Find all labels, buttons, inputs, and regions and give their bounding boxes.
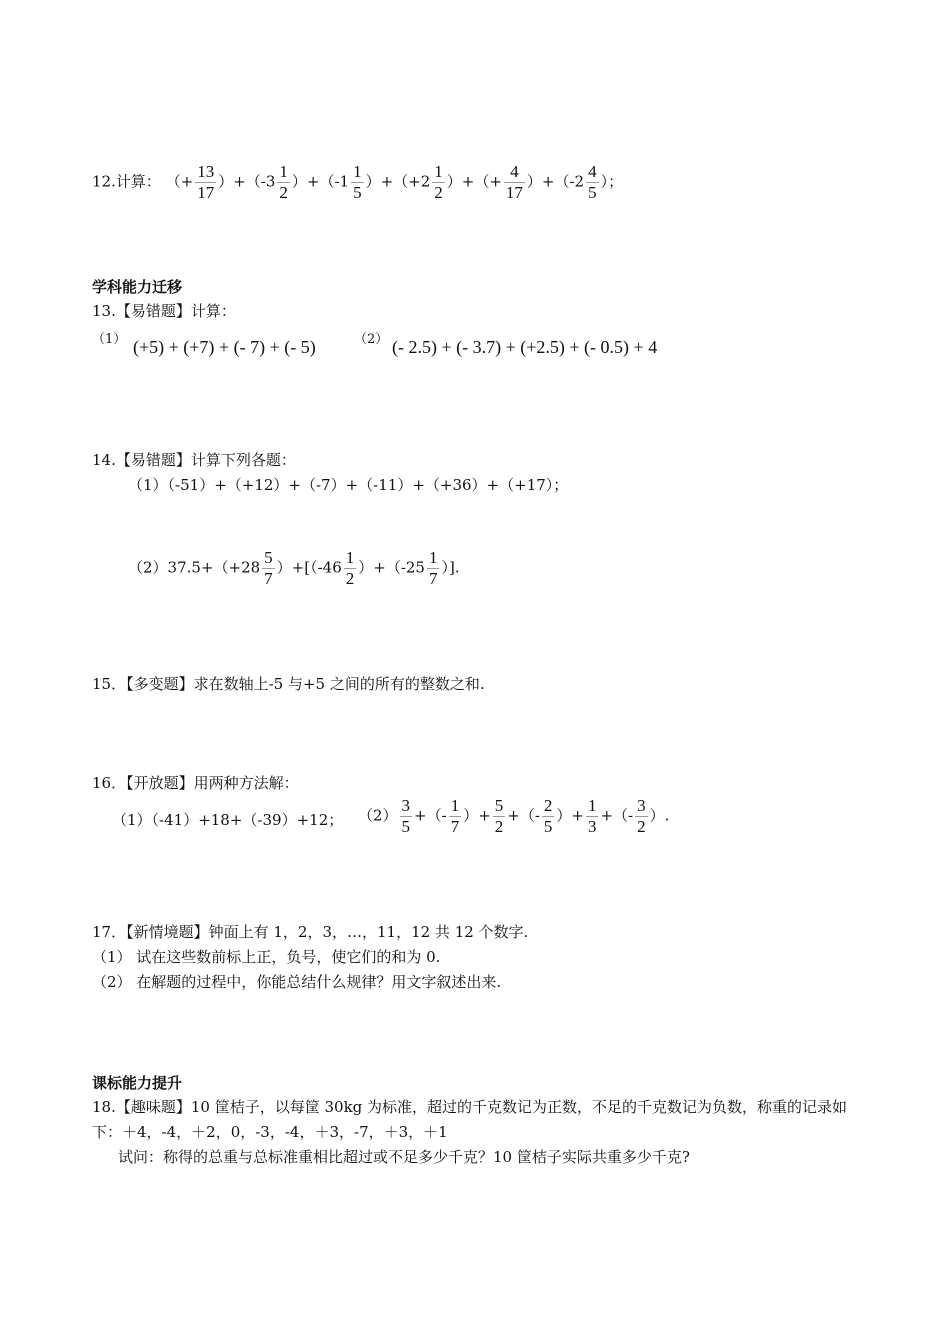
text-segment: ）+（-1 — [291, 172, 350, 191]
question-12-label: 12.计算： — [92, 172, 161, 191]
fraction — [432, 162, 445, 203]
question-14-part-1: （1）（-51）+（+12）+（-7）+（-11）+（+36）+（+17）； — [128, 476, 569, 494]
denominator: 7 — [264, 569, 273, 588]
text-segment: +（- — [507, 806, 540, 825]
fraction — [262, 548, 275, 589]
part-label: （2） — [358, 806, 398, 825]
section-heading: 学科能力迁移 — [92, 278, 183, 296]
numerator: 1 — [353, 162, 362, 181]
part-label: （2） — [354, 332, 389, 347]
question-16-part-2 — [358, 796, 669, 837]
question-13-title: 13.【易错题】计算： — [92, 302, 236, 320]
denominator: 7 — [450, 817, 460, 836]
text-segment: +（- — [600, 806, 634, 825]
part-label: （1） — [92, 332, 127, 347]
expression: (- 2.5) + (- 3.7) + (+2.5) + (- 0.5) + 4 — [392, 337, 658, 357]
text-segment: ）+（+2 — [365, 172, 431, 191]
question-17-part-2: （2） 在解题的过程中，你能总结什么规律？用文字叙述出来. — [92, 973, 502, 991]
fraction — [277, 162, 290, 203]
question-16-part-1: （1）（-41）+18+（-39）+12； — [112, 811, 344, 829]
numerator: 13 — [197, 162, 215, 181]
fraction — [400, 796, 413, 837]
denominator: 2 — [637, 817, 646, 836]
denominator: 2 — [494, 817, 504, 836]
text-segment: ）]. — [441, 558, 460, 577]
text-segment: ）+（+ — [446, 172, 502, 191]
numerator: 4 — [588, 162, 597, 181]
denominator: 17 — [505, 183, 523, 202]
text-segment: （+ — [165, 172, 194, 191]
numerator: 1 — [428, 548, 438, 567]
denominator: 5 — [401, 817, 411, 836]
text-segment: ）+（-2 — [526, 172, 585, 191]
numerator: 4 — [504, 162, 525, 183]
question-17-part-1: （1） 试在这些数前标上正，负号，使它们的和为 0. — [92, 948, 441, 966]
fraction — [542, 796, 555, 837]
text-segment: ）+ — [463, 806, 491, 825]
text-segment: ）+ — [556, 806, 584, 825]
question-12 — [92, 162, 623, 203]
fraction — [586, 796, 599, 837]
numerator: 3 — [401, 796, 411, 815]
fraction — [586, 162, 599, 203]
text-segment: +（- — [414, 806, 447, 825]
fraction — [504, 162, 525, 203]
question-18-text: 18.【趣味题】10 筐桔子，以每筐 30kg 为标准，超过的千克数记为正数，不足的千克数记为负数，称重的记录如下：＋4，-4，＋2，0，-3，-4，＋3，-7，＋3，＋1 — [92, 1098, 848, 1141]
denominator: 17 — [197, 183, 215, 202]
numerator: 5 — [264, 548, 273, 567]
text-segment: ）. — [649, 806, 670, 825]
section-heading: 课标能力提升 — [92, 1074, 183, 1092]
numerator: 5 — [494, 796, 504, 815]
question-18-prompt: 试问：称得的总重与总标准重相比超过或不足多少千克？10 筐桔子实际共重多少千克? — [118, 1148, 690, 1166]
numerator: 1 — [434, 162, 443, 181]
question-16-title: 16．【开放题】用两种方法解： — [92, 774, 299, 792]
denominator: 7 — [428, 569, 438, 588]
numerator: 2 — [543, 796, 553, 815]
text-segment: ）+（-3 — [218, 172, 276, 191]
denominator: 3 — [587, 817, 597, 836]
question-17-title: 17．【新情境题】钟面上有 1，2，3，…，11，12 共 12 个数字. — [92, 923, 529, 941]
denominator: 2 — [434, 183, 443, 202]
question-15: 15．【多变题】求在数轴上-5 与+5 之间的所有的整数之和. — [92, 675, 485, 693]
denominator: 5 — [588, 183, 597, 202]
numerator: 1 — [279, 162, 288, 181]
denominator: 2 — [279, 183, 288, 202]
numerator: 1 — [345, 548, 355, 567]
denominator: 5 — [353, 183, 362, 202]
denominator: 2 — [345, 569, 355, 588]
text-segment: ）； — [600, 172, 624, 191]
fraction — [635, 796, 648, 837]
text-segment: ）+（-25 — [358, 558, 425, 577]
fraction — [449, 796, 462, 837]
fraction — [195, 162, 216, 203]
numerator: 1 — [450, 796, 460, 815]
fraction — [351, 162, 364, 203]
fraction — [493, 796, 506, 837]
question-14-part-2 — [128, 548, 460, 589]
fraction — [427, 548, 440, 589]
question-14-title: 14.【易错题】计算下列各题： — [92, 451, 296, 469]
denominator: 5 — [543, 817, 553, 836]
text-segment: （2）37.5+（+28 — [128, 558, 261, 577]
fraction — [344, 548, 357, 589]
numerator: 1 — [587, 796, 597, 815]
expression: (+5) + (+7) + (- 7) + (- 5) — [133, 337, 316, 357]
numerator: 3 — [637, 796, 646, 815]
text-segment: ）+[（-46 — [276, 558, 342, 577]
